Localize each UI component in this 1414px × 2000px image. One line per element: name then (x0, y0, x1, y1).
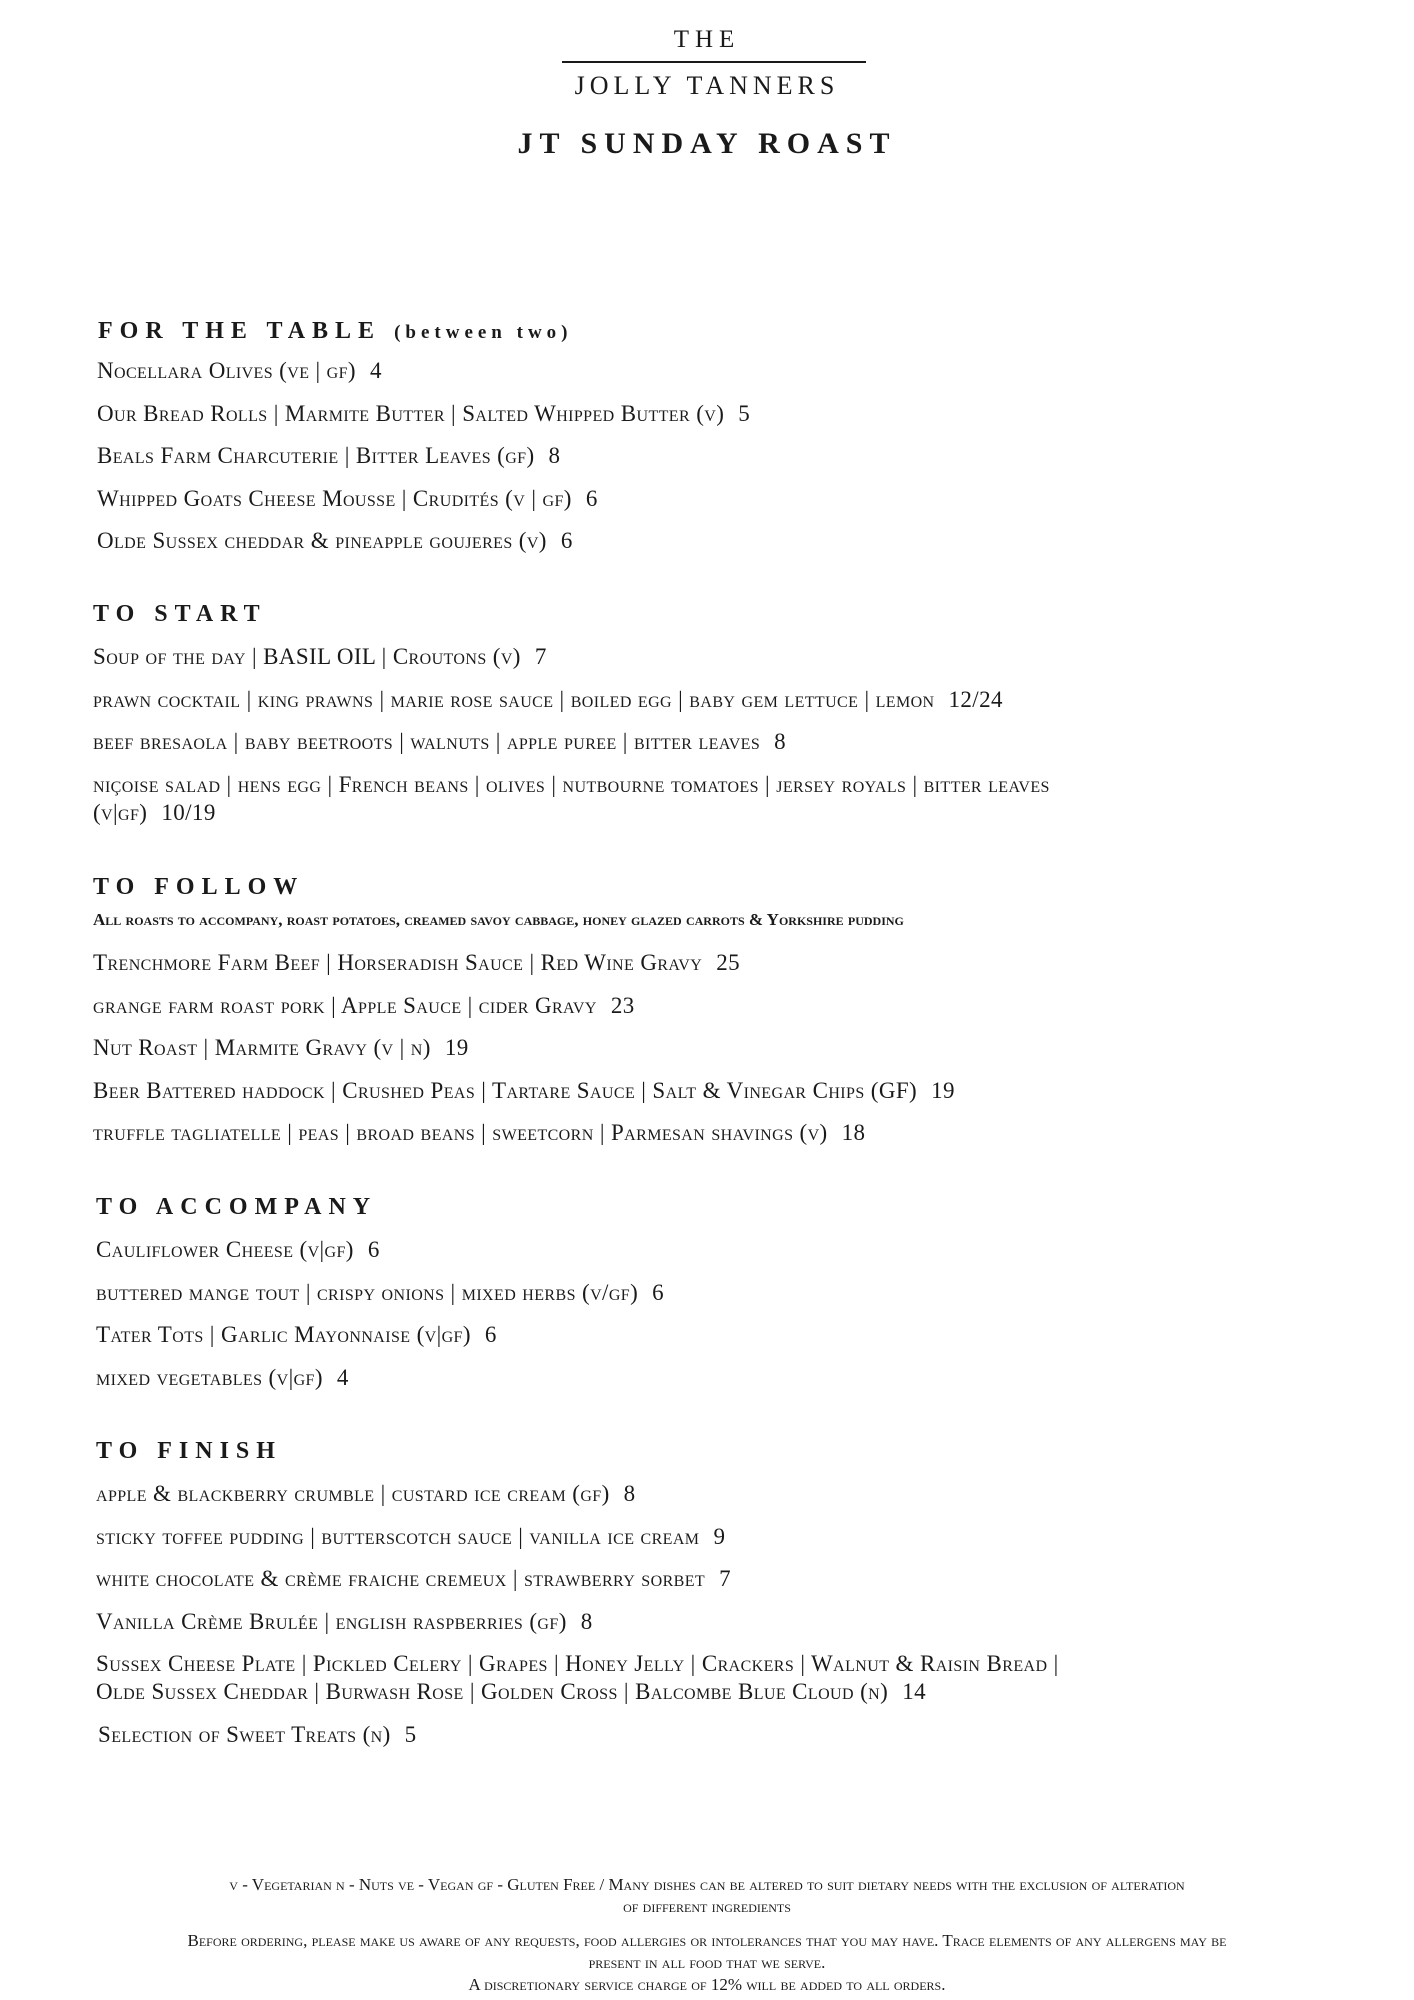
menu-item: Our Bread Rolls | Marmite Butter | Salted Whipped Butter (v) 5 (97, 401, 751, 426)
item-price: 23 (610, 993, 635, 1018)
section-title-to-accompany: TO ACCOMPANY (96, 1194, 378, 1220)
menu-item: Trenchmore Farm Beef | Horseradish Sauce | Red Wine Gravy 25 (93, 950, 741, 975)
menu-item: Tater Tots | Garlic Mayonnaise (v|gf) 6 (96, 1322, 497, 1347)
menu-item-continued: (v|gf) 10/19 (93, 800, 216, 825)
menu-item: Beals Farm Charcuterie | Bitter Leaves (gf) 8 (97, 443, 561, 468)
item-price: 8 (548, 443, 561, 468)
item-price: 6 (484, 1322, 497, 1347)
menu-item: Olde Sussex cheddar & pineapple goujeres (v) 6 (97, 528, 573, 553)
section-title-to-follow: TO FOLLOW (93, 874, 305, 900)
dietary-key: v - Vegetarian n - Nuts ve - Vegan gf - Gluten Free / Many dishes can be altered to suit dietary needs with the exclusion of alteration (229, 1875, 1185, 1894)
section-title-to-start: TO START (93, 601, 267, 627)
dietary-key-continued: of different ingredients (623, 1897, 791, 1916)
menu-item: Selection of Sweet Treats (n) 5 (98, 1722, 417, 1747)
menu-item: Whipped Goats Cheese Mousse | Crudités (v | gf) 6 (97, 486, 598, 511)
brand-the: THE (673, 26, 741, 53)
menu-item: white chocolate & crème fraiche cremeux | strawberry sorbet 7 (96, 1566, 731, 1591)
menu-item: Vanilla Crème Brulée | english raspberries (gf) 8 (96, 1609, 593, 1634)
menu-item: prawn cocktail | king prawns | marie rose sauce | boiled egg | baby gem lettuce | lemon 12/24 (93, 687, 1003, 712)
menu-item: buttered mange tout | crispy onions | mixed herbs (v/gf) 6 (96, 1280, 665, 1305)
item-price: 18 (841, 1120, 866, 1145)
item-price: 6 (585, 486, 598, 511)
menu-item: beef bresaola | baby beetroots | walnuts | apple puree | bitter leaves 8 (93, 729, 787, 754)
section-title-for-the-table: FOR THE TABLE (between two) (98, 318, 573, 344)
item-price: 7 (534, 644, 547, 669)
item-price: 10/19 (161, 800, 216, 825)
item-price: 6 (652, 1280, 665, 1305)
section-note: All roasts to accompany, roast potatoes, creamed savoy cabbage, honey glazed carrots & Yorkshire pudding (93, 910, 904, 929)
item-price: 8 (774, 729, 787, 754)
item-price: 4 (336, 1365, 349, 1390)
service-charge-notice: A discretionary service charge of 12% will be added to all orders. (468, 1975, 946, 1994)
menu-item: Sussex Cheese Plate | Pickled Celery | Grapes | Honey Jelly | Crackers | Walnut & Raisin Bread | (96, 1651, 1059, 1676)
allergy-notice-continued: present in all food that we serve. (588, 1953, 826, 1972)
item-price: 8 (580, 1609, 593, 1634)
section-title-suffix: (between two) (394, 322, 573, 343)
menu-item: truffle tagliatelle | peas | broad beans | sweetcorn | Parmesan shavings (v) 18 (93, 1120, 866, 1145)
brand-name: JOLLY TANNERS (574, 71, 840, 100)
allergy-notice: Before ordering, please make us aware of any requests, food allergies or intolerances that you may have. Trace elements of any allergens may be (187, 1931, 1227, 1950)
section-title-to-finish: TO FINISH (96, 1438, 282, 1464)
menu-item: Beer Battered haddock | Crushed Peas | Tartare Sauce | Salt & Vinegar Chips (GF) 19 (93, 1078, 955, 1103)
menu-title: JT SUNDAY ROAST (517, 127, 897, 160)
menu-item: Nut Roast | Marmite Gravy (v | n) 19 (93, 1035, 469, 1060)
item-price: 19 (444, 1035, 469, 1060)
menu-item: Cauliflower Cheese (v|gf) 6 (96, 1237, 380, 1262)
menu-item: Nocellara Olives (ve | gf) 4 (97, 358, 382, 383)
brand-divider (562, 61, 866, 63)
item-price: 12/24 (948, 687, 1003, 712)
item-price: 5 (404, 1722, 417, 1747)
menu-item: Soup of the day | BASIL OIL | Croutons (v) 7 (93, 644, 547, 669)
menu-item: mixed vegetables (v|gf) 4 (96, 1365, 349, 1390)
menu-item-continued: Olde Sussex Cheddar | Burwash Rose | Golden Cross | Balcombe Blue Cloud (n) 14 (96, 1679, 926, 1704)
item-price: 9 (713, 1524, 726, 1549)
item-price: 8 (623, 1481, 636, 1506)
item-price: 19 (931, 1078, 955, 1103)
item-price: 14 (902, 1679, 926, 1704)
item-price: 4 (369, 358, 382, 383)
item-price: 25 (716, 950, 741, 975)
item-price: 5 (738, 401, 751, 426)
item-price: 7 (719, 1566, 731, 1591)
item-price: 6 (367, 1237, 380, 1262)
menu-item: grange farm roast pork | Apple Sauce | cider Gravy 23 (93, 993, 635, 1018)
menu-item: sticky toffee pudding | butterscotch sauce | vanilla ice cream 9 (96, 1524, 726, 1549)
menu-item: apple & blackberry crumble | custard ice cream (gf) 8 (96, 1481, 636, 1506)
item-price: 6 (560, 528, 573, 553)
menu-item: niçoise salad | hens egg | French beans | olives | nutbourne tomatoes | jersey royals | bitter leaves (93, 772, 1050, 797)
